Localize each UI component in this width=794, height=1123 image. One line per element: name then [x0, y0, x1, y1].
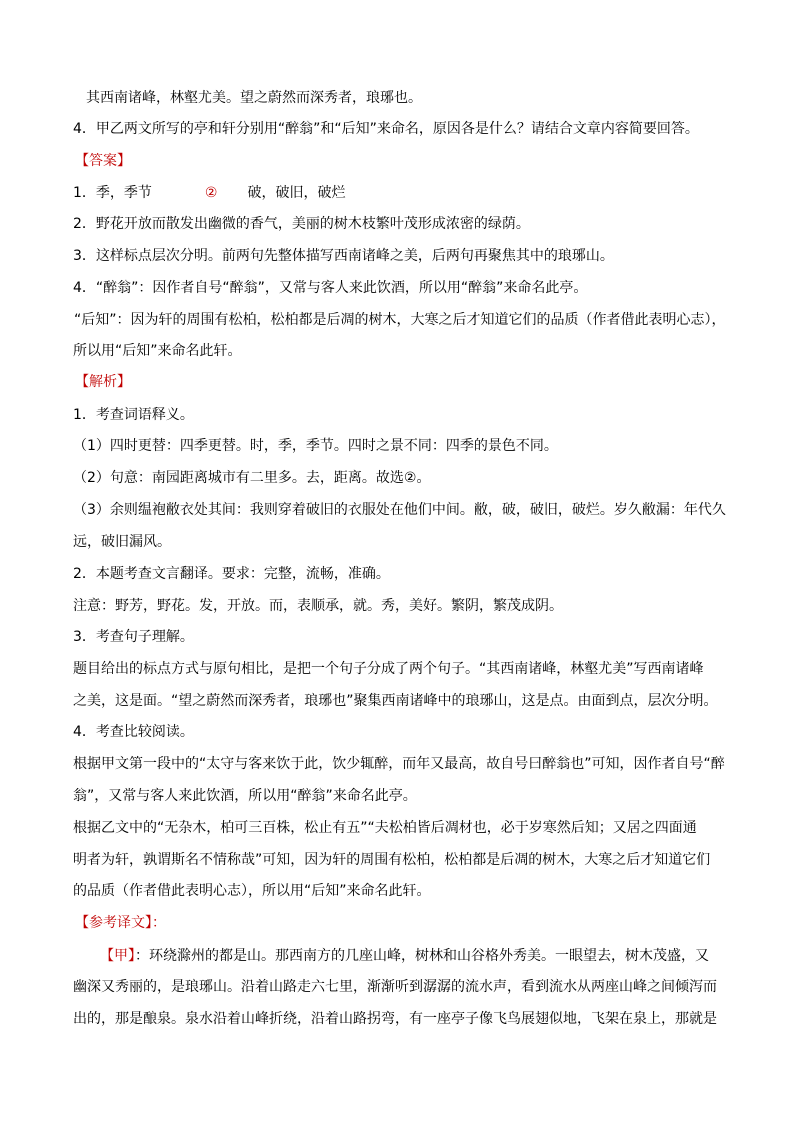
answer-4-line-3: 所以用“后知”来命名此轩。 — [73, 343, 242, 359]
analysis-line: 题目给出的标点方式与原句相比，是把一个句子分成了两个句子。“其西南诸峰，林壑尤美”写西南诸峰 — [73, 661, 704, 677]
analysis-line: 之美，这是面。“望之蔚然而深秀者，琅琊也”聚集西南诸峰中的琅琊山，这是点。由面到点，层次分明。 — [73, 693, 718, 709]
answer-1 — [73, 183, 774, 203]
answer-2: 2．野花开放而散发出幽微的香气，美丽的树木枝繁叶茂形成浓密的绿荫。 — [73, 216, 530, 232]
analysis-header: 【解析】 — [75, 374, 131, 390]
translation-header: 【参考译文】： — [75, 915, 166, 931]
answer-header: 【答案】 — [75, 153, 131, 169]
analysis-line: （3）余则缊袍敝衣处其间：我则穿着破旧的衣服处在他们中间。敝，破，破旧，破烂。岁久敝漏：年代久 — [73, 502, 726, 518]
analysis-line: 注意：野芳，野花。发，开放。而，表顺承，就。秀，美好。繁阴，繁茂成阴。 — [73, 598, 563, 614]
question-4: 4．甲乙两文所写的亭和轩分别用“醉翁”和“后知”来命名，原因各是什么？请结合文章内容简要回答。 — [73, 121, 699, 137]
translation-jia-label: 【甲】 — [100, 948, 135, 964]
analysis-line: 根据乙文中的“无杂木，柏可三百株，松止有五”“夫松柏皆后凋材也，必于岁寒然后知；又居之四面通 — [73, 820, 697, 836]
analysis-line: 3．考查句子理解。 — [73, 629, 194, 645]
translation-line-3: 出的，那是酿泉。泉水沿着山峰折绕，沿着山路拐弯，有一座亭子像飞鸟展翅似地，飞架在泉上，那就是 — [73, 1011, 717, 1027]
answer-3: 3．这样标点层次分明。前两句先整体描写西南诸峰之美，后两句再聚焦其中的琅琊山。 — [73, 248, 614, 264]
answer-4-line-2: “后知”：因为轩的周围有松柏，松柏都是后凋的树木，大寒之后才知道它们的品质（作者借此表明心志）， — [74, 312, 726, 328]
answer-1-choice: ② — [204, 185, 218, 201]
analysis-line: （2）句意：南园距离城市有二里多。去，距离。故选②。 — [73, 470, 431, 486]
analysis-line: 4．考查比较阅读。 — [73, 724, 194, 740]
translation-line-1-text: ：环绕滁州的都是山。那西南方的几座山峰，树林和山谷格外秀美。一眼望去，树木茂盛，又 — [135, 948, 709, 964]
analysis-line: 1．考查词语释义。 — [73, 407, 194, 423]
answer-1-text: 1．季，季节 — [73, 185, 152, 201]
translation-line-1 — [100, 946, 774, 966]
analysis-line: （1）四时更替：四季更替。时，季，季节。四时之景不同：四季的景色不同。 — [73, 438, 558, 454]
translation-line-2: 幽深又秀丽的，是琅琊山。沿着山路走六七里，渐渐听到潺潺的流水声，看到流水从两座山峰之间倾泻而 — [73, 979, 717, 995]
answer-4-line-1: 4．“醉翁”：因作者自号“醉翁”，又常与客人来此饮酒，所以用“醉翁”来命名此亭。 — [73, 280, 588, 296]
analysis-line: 2．本题考查文言翻译。要求：完整，流畅，准确。 — [73, 566, 390, 582]
analysis-line: 明者为轩，孰谓斯名不情称哉”可知，因为轩的周围有松柏，松柏都是后凋的树木，大寒之后才知道它们 — [73, 852, 711, 868]
analysis-line: 根据甲文第一段中的“太守与客来饮于此，饮少辄醉，而年又最高，故自号曰醉翁也”可知，因作者自号“醉 — [73, 756, 725, 772]
question-context-line: 其西南诸峰，林壑尤美。望之蔚然而深秀者，琅琊也。 — [86, 90, 422, 106]
analysis-line: 的品质（作者借此表明心志），所以用“后知”来命名此轩。 — [73, 883, 431, 899]
analysis-line: 远，破旧漏风。 — [73, 534, 171, 550]
answer-1-suffix: 破，破旧，破烂 — [247, 185, 346, 201]
analysis-line: 翁”，又常与客人来此饮酒，所以用“醉翁”来命名此亭。 — [73, 788, 417, 804]
